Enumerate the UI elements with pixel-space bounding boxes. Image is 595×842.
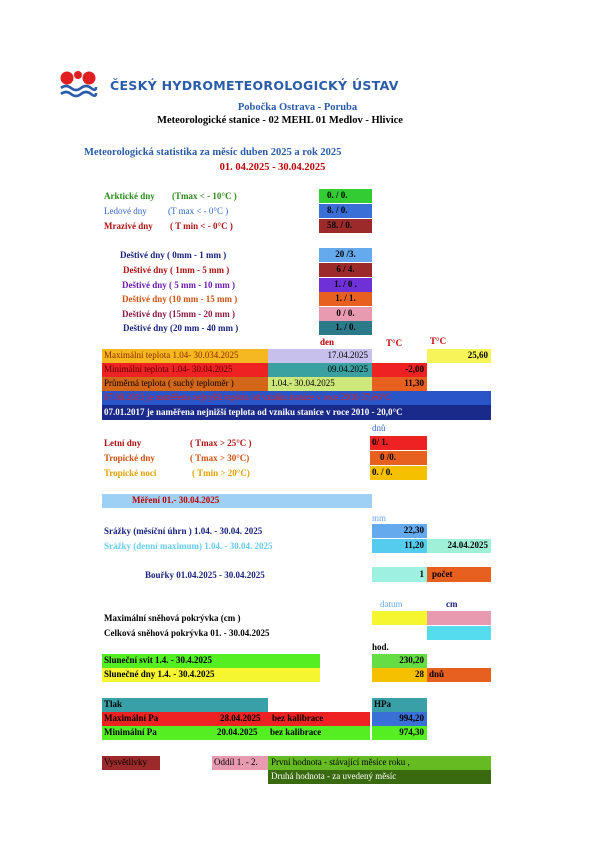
min-temp-label: Minimální teplota 1.04- 30.04.2025 xyxy=(102,363,268,377)
snow-max-cm xyxy=(427,611,491,625)
pressure-max-value: 994,20 xyxy=(372,712,427,726)
precip-max-label: Srážky (denní maximum) 1.04. - 30.04. 2025 xyxy=(104,541,273,551)
sunshine-value: 230,20 xyxy=(372,654,427,668)
tropical-days-label: Tropické dny xyxy=(104,453,155,463)
arctic-days-cond: (Tmax < - 10°C ) xyxy=(172,191,237,201)
col-t2: T°C xyxy=(430,336,447,346)
period-range: 01. 04.2025 - 30.04.2025 xyxy=(219,162,326,173)
storm-value: 1 xyxy=(372,567,427,582)
precip-total-label: Srážky (měsíční úhrn ) 1.04. - 30.04. 2025 xyxy=(104,526,263,536)
legend-second-value: Druhá hodnota - za uvedený měsíc xyxy=(268,770,491,784)
storm-label: Bouřky 01.04.2025 - 30.04.2025 xyxy=(145,570,265,580)
col-hours: hod. xyxy=(372,642,389,652)
tropical-nights-value: 0. / 0. xyxy=(370,466,427,480)
legend-section-label: Oddíl 1. - 2. xyxy=(212,756,268,770)
col-datum: datum xyxy=(380,599,403,609)
pressure-max-label: Maximální Pa xyxy=(102,712,370,726)
summer-days-value: 0/ 1. xyxy=(370,436,427,450)
snow-total-cm xyxy=(427,626,491,640)
chmi-logo xyxy=(58,70,98,98)
storm-unit: počet xyxy=(427,567,491,582)
statistics-title: Meteorologická statistika za měsíc duben 2025 a rok 2025 xyxy=(84,147,342,158)
station-name: Meteorologické stanice - 02 MEHL 01 Medlov - Hlivice xyxy=(157,115,403,126)
summer-days-label: Letní dny xyxy=(104,438,142,448)
legend-first-value: První hodnota - stávající měsíce roku , xyxy=(268,756,491,770)
frost-days-label: Mrazivé dny xyxy=(104,221,153,231)
tropical-days-value: 0 /0. xyxy=(370,451,427,465)
tropical-nights-cond: ( Tmin > 20°C) xyxy=(192,468,250,478)
avg-temp-label: Průměrná teplota ( suchý teploměr ) xyxy=(102,377,268,391)
col-den: den xyxy=(320,337,335,347)
max-temp-value: 25,60 xyxy=(427,349,491,363)
ice-days-value: 8. / 0. xyxy=(319,204,372,218)
rain-days-20-40-value: 1. / 0. xyxy=(319,321,372,335)
pressure-max-note: bez kalibrace xyxy=(272,713,324,723)
legend-title: Vysvětlivky xyxy=(102,756,160,770)
pressure-unit: HPa xyxy=(372,698,427,712)
min-temp-value: -2,00 xyxy=(372,363,427,377)
snow-max-label: Maximální sněhová pokrývka (cm ) xyxy=(104,613,241,623)
pressure-min-value: 974,30 xyxy=(372,726,427,740)
arctic-days-label: Arktické dny xyxy=(104,191,155,201)
rain-days-10-15-label: Deštivé dny (10 mm - 15 mm ) xyxy=(122,294,238,304)
branch-name: Pobočka Ostrava - Poruba xyxy=(237,102,358,113)
rain-days-5-10-label: Deštivé dny ( 5 mm - 10 mm ) xyxy=(122,280,235,290)
rain-days-0-1-label: Deštivé dny ( 0mm - 1 mm ) xyxy=(120,250,227,260)
rain-days-15-20-value: 0 / 0. xyxy=(319,307,372,321)
max-temp-date: 17.04.2025 xyxy=(268,349,372,363)
col-cm: cm xyxy=(446,599,458,609)
rain-days-20-40-label: Deštivé dny (20 mm - 40 mm ) xyxy=(123,323,239,333)
rain-days-0-1-value: 20 /3. xyxy=(319,248,372,262)
record-low-temp: 07.01.2017 je naměřena nejnižší teplota od vzniku stanice v roce 2010 - 20,0°C xyxy=(102,405,491,420)
pressure-min-label: Minimální Pa xyxy=(102,726,370,740)
sunny-days-unit: dnů xyxy=(427,668,491,682)
ice-days-label: Ledové dny xyxy=(104,206,147,216)
measurement-header: Měření 01.- 30.04.2025 xyxy=(102,494,372,508)
col-days: dnů xyxy=(372,423,386,433)
rain-days-15-20-label: Deštivé dny (15mm - 20 mm ) xyxy=(122,309,235,319)
pressure-label: Tlak xyxy=(102,698,268,712)
max-temp-spacer xyxy=(372,349,427,363)
sunshine-label: Sluneční svit 1.4. - 30.4.2025 xyxy=(102,654,320,668)
sunny-days-label: Slunečné dny 1.4. - 30.4.2025 xyxy=(102,668,320,682)
record-high-temp: 07.08.2013 je naměřena nejvyšší teplota od vzniku stanice v roce 2010 37,60°C xyxy=(102,391,491,405)
rain-days-1-5-label: Deštivé dny ( 1mm - 5 mm ) xyxy=(123,265,230,275)
pressure-min-note: bez kalibrace xyxy=(270,727,322,737)
pressure-max-date: 28.04.2025 xyxy=(220,713,261,723)
tropical-nights-label: Tropické noci xyxy=(104,468,157,478)
rain-days-5-10-value: 1. / 0 . xyxy=(319,278,372,292)
max-temp-label: Maximální teplota 1.04- 30.034.2025 xyxy=(102,349,268,363)
pressure-min-date: 20.04.2025 xyxy=(217,727,258,737)
frost-days-value: 58. / 0. xyxy=(319,219,372,233)
snow-max-date xyxy=(372,611,427,625)
rain-days-1-5-value: 6 / 4. xyxy=(319,263,372,277)
ice-days-cond: (T max < - 0°C ) xyxy=(168,206,229,216)
avg-temp-period: 1.04.- 30.04.2025 xyxy=(268,377,372,391)
sunny-days-value: 28 xyxy=(372,668,427,682)
org-name: ČESKÝ HYDROMETEOROLOGICKÝ ÚSTAV xyxy=(110,78,399,93)
col-t1: T°C xyxy=(386,338,403,348)
unit-mm: mm xyxy=(372,513,387,523)
min-temp-date: 09.04.2025 xyxy=(268,363,372,377)
tropical-days-cond: ( Tmax > 30°C) xyxy=(190,453,250,463)
snow-total-label: Celková sněhová pokrývka 01. - 30.04.2025 xyxy=(104,628,270,638)
rain-days-10-15-value: 1. / 1. xyxy=(319,292,372,306)
precip-max-value: 11,20 xyxy=(372,539,427,553)
precip-max-date: 24.04.2025 xyxy=(427,539,491,553)
frost-days-cond: ( T min < - 0°C ) xyxy=(170,221,233,231)
summer-days-cond: ( Tmax > 25°C ) xyxy=(190,438,252,448)
arctic-days-value: 0. / 0. xyxy=(319,189,372,203)
precip-total-value: 22,30 xyxy=(372,524,427,538)
avg-temp-value: 11,30 xyxy=(372,377,427,391)
